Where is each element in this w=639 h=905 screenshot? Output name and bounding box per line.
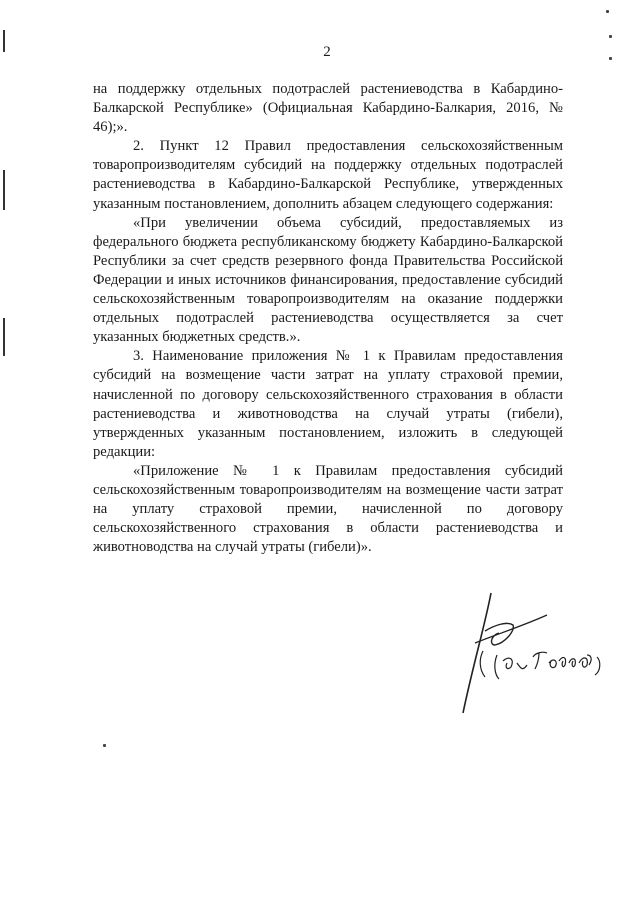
handwritten-signature bbox=[455, 585, 625, 725]
binding-mark-top bbox=[3, 30, 5, 52]
paragraph-quote-2: «Приложение № 1 к Правилам предоставления субсидий сельскохозяйственным товаропроизводителям на возмещение части затрат на уплату страховой премии, начисленной по договору сельскохозяйственного страхования в области растениеводства и животноводства на случай утраты (гибели)». bbox=[93, 462, 563, 556]
page-number: 2 bbox=[323, 44, 331, 60]
paragraph-quote-1: «При увеличении объема субсидий, предоставляемых из федерального бюджета республиканскому бюджету Кабардино-Балкарской Республики за счет средств резервного фонда Правительства Российской Федерации и иных источников финансирования, предоставление субсидий сельскохозяйственным товаропроизводителям на оказание поддержки отдельных подотраслей растениеводства осуществляется за счет указанных бюджетных средств.». bbox=[93, 214, 563, 346]
scan-speck bbox=[609, 35, 612, 38]
binding-mark-lower bbox=[3, 318, 5, 356]
scan-speck bbox=[606, 10, 609, 13]
scan-speck bbox=[609, 57, 612, 60]
scan-speck bbox=[103, 744, 106, 747]
paragraph-item-2: 2. Пункт 12 Правил предоставления сельскохозяйственным товаропроизводителям субсидий на поддержку отдельных подотраслей растениеводства в Кабардино-Балкарской Республике, утвержденных указанным постановлением, дополнить абзацем следующего содержания: bbox=[93, 138, 563, 212]
paragraph-item-3: 3. Наименование приложения № 1 к Правилам предоставления субсидий на возмещение части затрат на уплату страховой премии, начисленной по договору сельскохозяйственного страхования в области растениеводства и животноводства на случай утраты (гибели), утвержденных указанным постановлением, изложить в следующей редакции: bbox=[93, 348, 563, 460]
binding-mark-middle bbox=[3, 170, 5, 210]
paragraph-continuation: на поддержку отдельных подотраслей растениеводства в Кабардино-Балкарской Республике» (Официальная Кабардино-Балкария, 2016, № 46);». bbox=[93, 81, 563, 136]
document-body bbox=[93, 80, 563, 557]
